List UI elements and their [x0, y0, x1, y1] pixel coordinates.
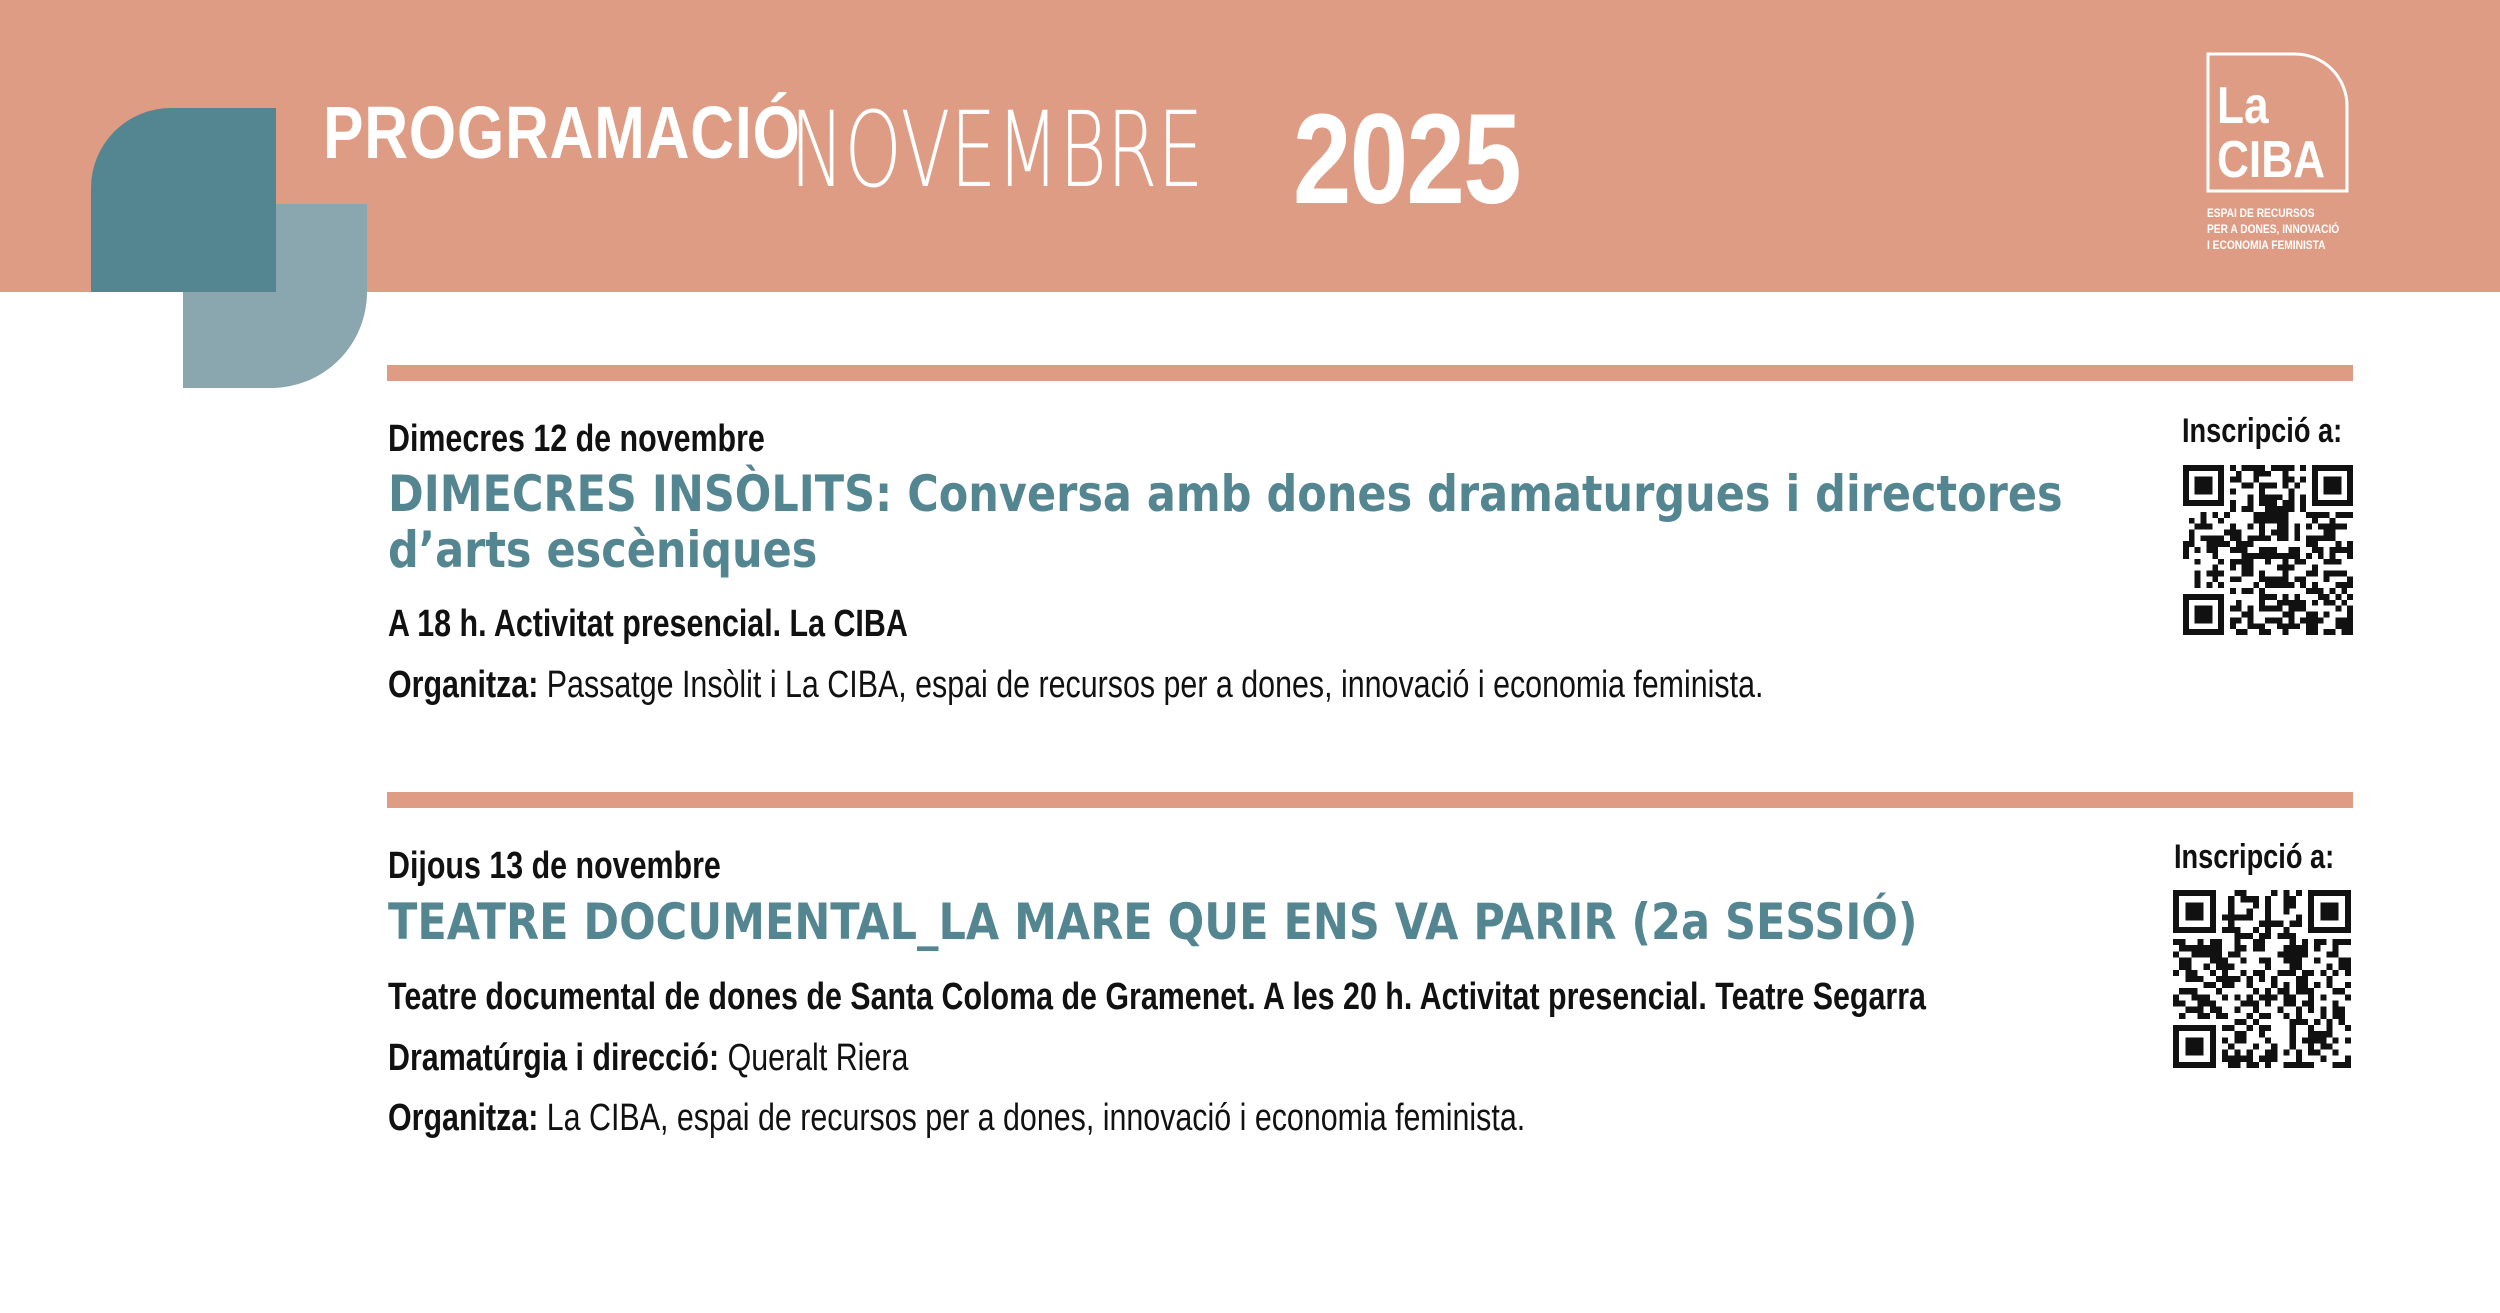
registration-qr-code[interactable] — [2173, 890, 2351, 1068]
event-title-line: DIMECRES INSÒLITS: Conversa amb dones dramaturgues i directores — [388, 465, 2063, 523]
qr-label: Inscripció a: — [2174, 838, 2335, 876]
event-title — [388, 894, 1918, 950]
direction-label: Dramatúrgia i direcció: — [388, 1037, 720, 1079]
event-details — [388, 978, 1926, 1016]
organizer-label: Organitza: — [388, 1097, 539, 1139]
event-organizer — [388, 1099, 1525, 1137]
organizer-value: Passatge Insòlit i La CIBA, espai de recursos per a dones, innovació i economia feminista. — [538, 664, 1764, 706]
event-title — [388, 466, 2063, 578]
direction-value: Queralt Riera — [719, 1037, 909, 1079]
event-date: Dimecres 12 de novembre — [388, 418, 765, 460]
header-label: PROGRAMACIÓ — [323, 91, 801, 174]
header-year: 2025 — [1293, 88, 1520, 231]
organizer-label: Organitza: — [388, 664, 539, 706]
logo-tagline — [2207, 205, 2339, 253]
event-title-line: d’arts escèniques — [388, 521, 818, 579]
logo-text-ciba: CIBA — [2217, 131, 2326, 189]
event-details-text: A 18 h. Activitat presencial. La CIBA — [388, 603, 908, 645]
qr-label: Inscripció a: — [2182, 412, 2343, 450]
logo-tagline-line: ESPAI DE RECURSOS — [2207, 206, 2315, 220]
logo-tagline-line: I ECONOMIA FEMINISTA — [2207, 238, 2326, 252]
logo-text-la: La — [2217, 77, 2269, 135]
event-divider — [387, 365, 2353, 381]
header-month: NOVEMBRE — [790, 89, 1204, 211]
event-title-line: TEATRE DOCUMENTAL_LA MARE QUE ENS VA PARIR (2a SESSIÓ) — [388, 893, 1918, 951]
event-direction — [388, 1039, 908, 1077]
event-organizer — [388, 666, 1763, 704]
event-details-text: Teatre documental de dones de Santa Coloma de Gramenet. A les 20 h. Activitat presencial. Teatre Segarra — [388, 976, 1926, 1018]
event-divider — [387, 792, 2353, 808]
decor-shape-overlap — [183, 204, 276, 292]
event-date: Dijous 13 de novembre — [388, 845, 721, 887]
registration-qr-code[interactable] — [2183, 465, 2353, 635]
event-details — [388, 605, 908, 643]
logo-tagline-line: PER A DONES, INNOVACIÓ — [2207, 222, 2340, 236]
organizer-value: La CIBA, espai de recursos per a dones, innovació i economia feminista. — [538, 1097, 1526, 1139]
